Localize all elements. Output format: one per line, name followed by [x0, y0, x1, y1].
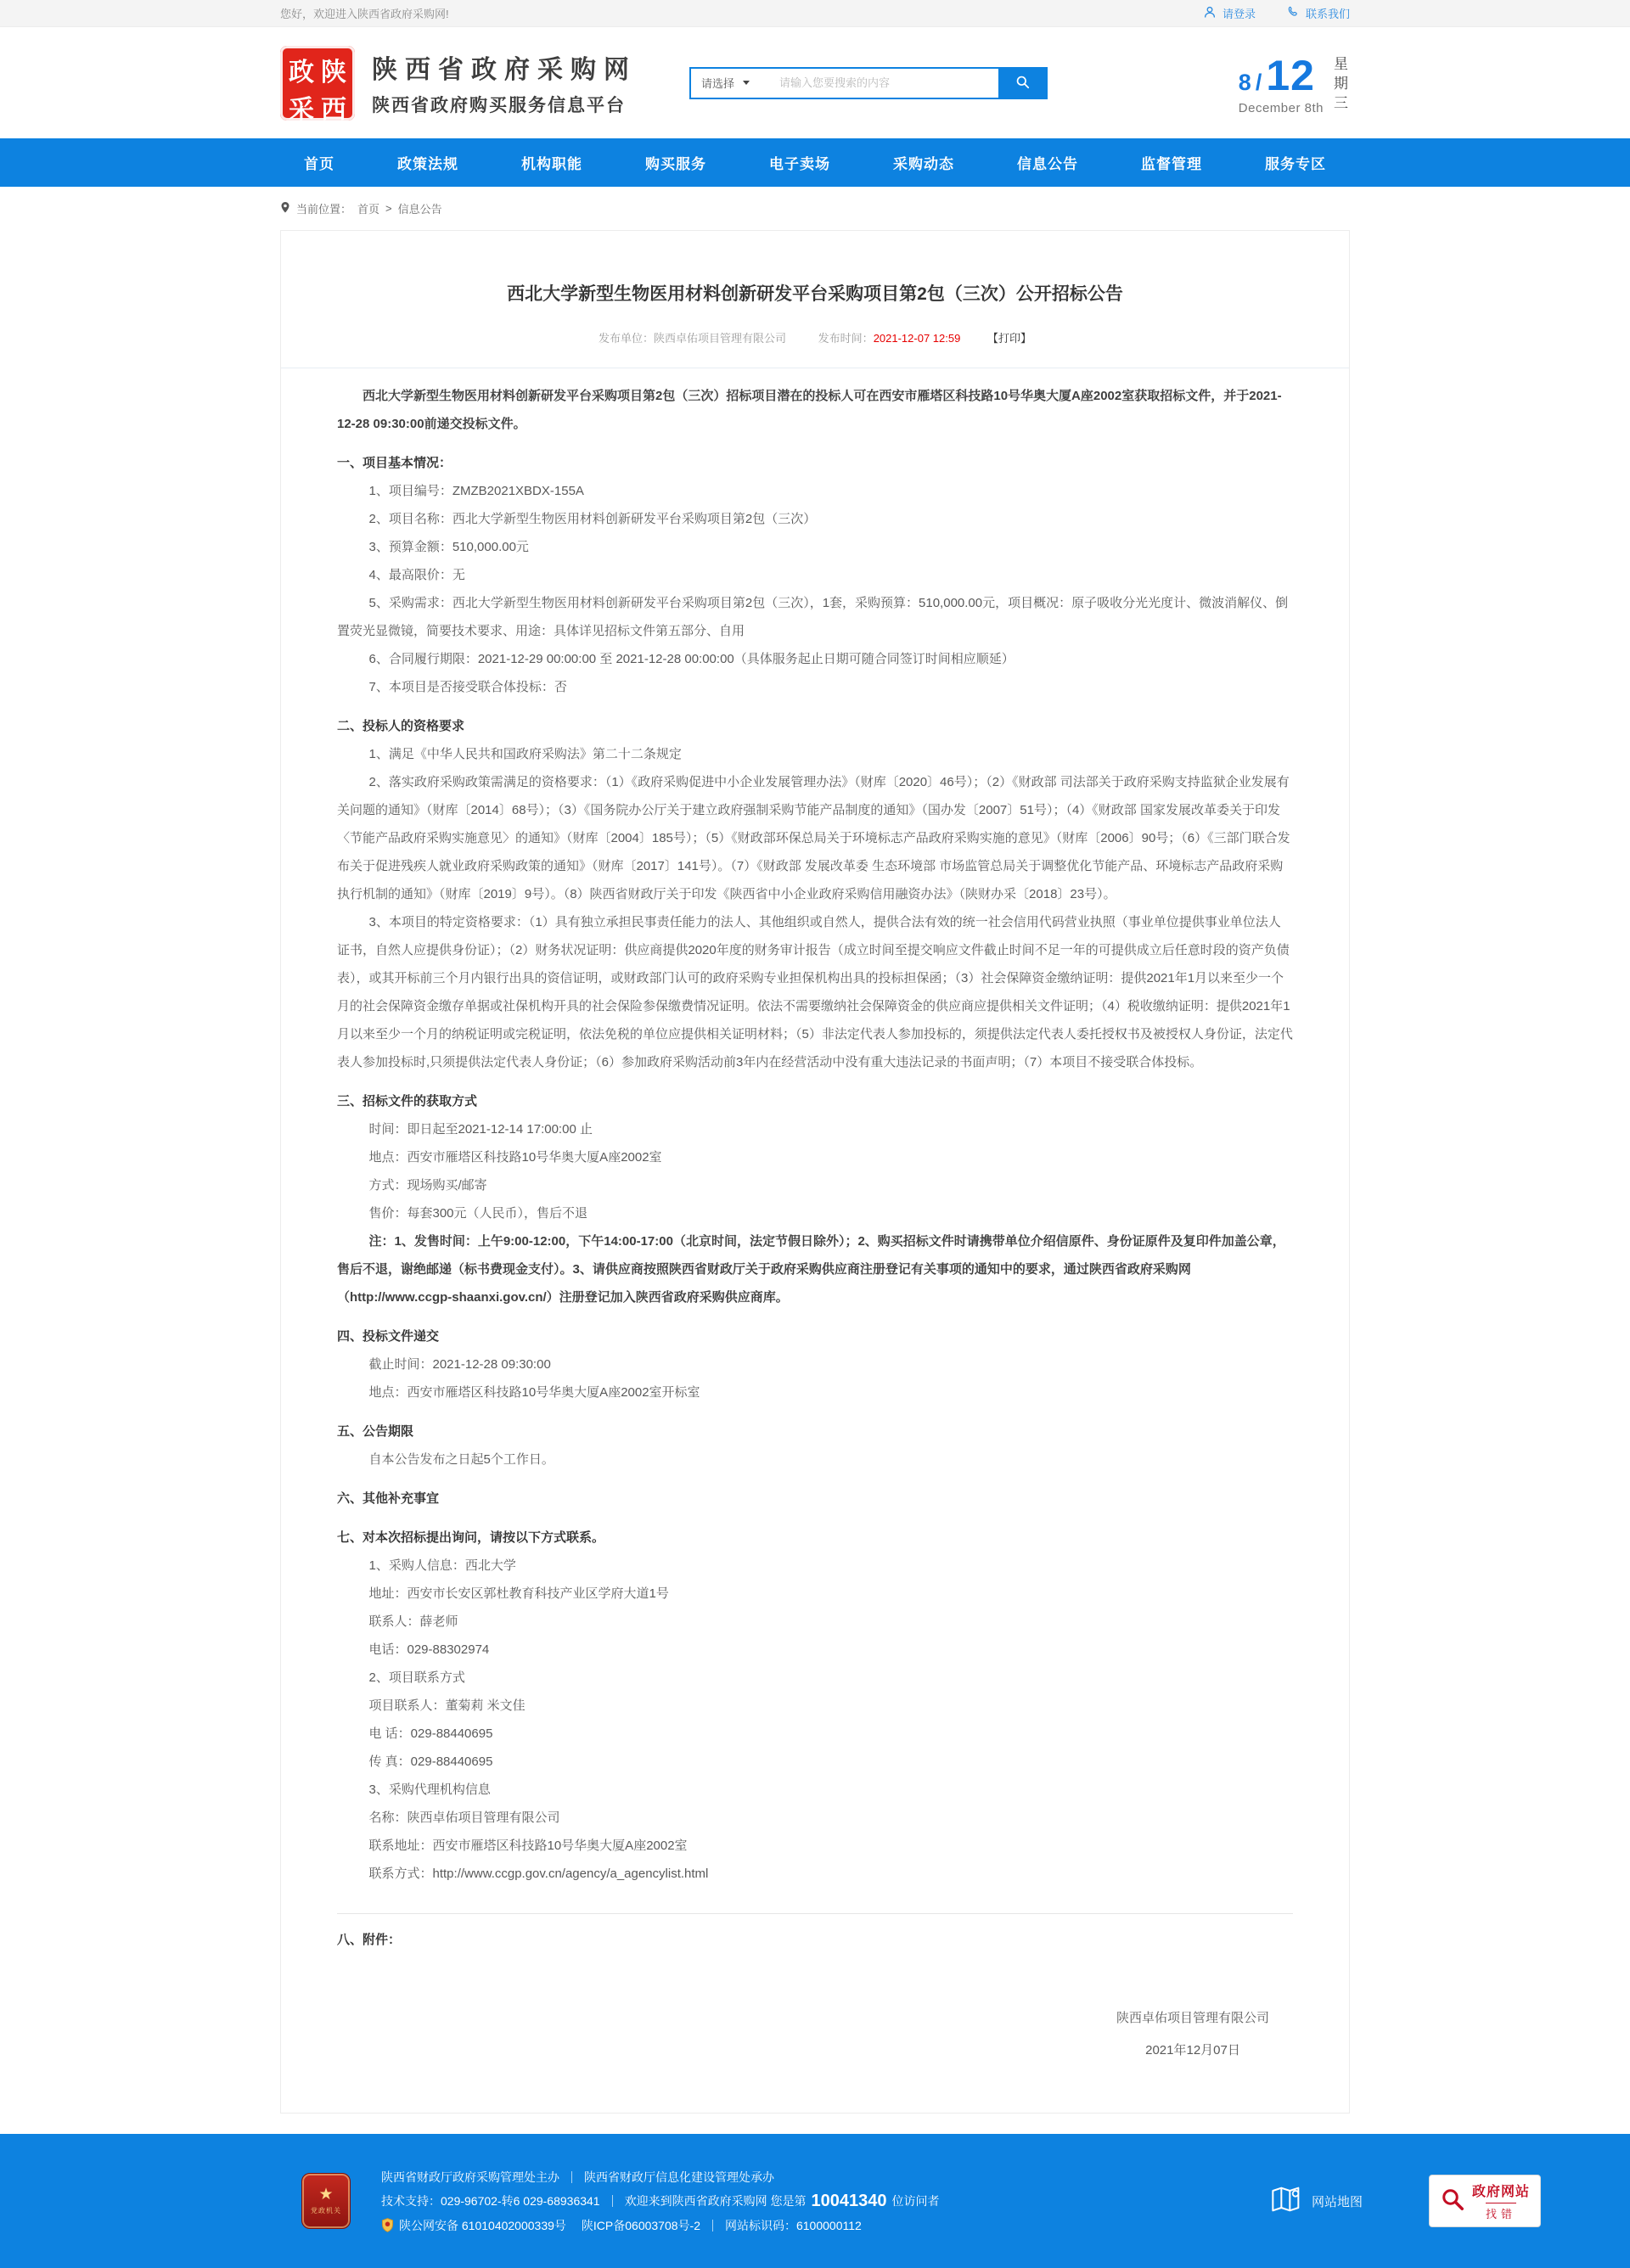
article-paragraph: 1、满足《中华人民共和国政府采购法》第二十二条规定 — [368, 747, 682, 762]
contact-label: 联系我们 — [1305, 8, 1350, 20]
site-logo[interactable] — [280, 46, 355, 124]
star-icon: ★ — [318, 2186, 334, 2204]
article-meta — [337, 329, 1293, 345]
search-icon — [1015, 74, 1031, 93]
section-heading: 五、公告期限 — [337, 1424, 414, 1440]
finderr-subtitle: 找错 — [1486, 2203, 1516, 2221]
article-paragraph: 联系地址：西安市雁塔区科技路10号华奥大厦A座2002室 — [368, 1839, 688, 1854]
article-paragraph: 地点：西安市雁塔区科技路10号华奥大厦A座2002室开标室 — [368, 1385, 700, 1401]
date-english: December 8th — [1238, 100, 1324, 115]
nav-item-service-zone[interactable]: 服务专区 — [1265, 156, 1326, 172]
login-link[interactable] — [1203, 5, 1256, 21]
publish-time-label: 发布时间： — [818, 332, 874, 345]
divider — [612, 2195, 613, 2207]
finderr-title: 政府网站 — [1471, 2185, 1530, 2200]
article-intro: 西北大学新型生物医用材料创新研发平台采购项目第2包（三次）招标项目潜在的投标人可在西安市雁塔区科技路10号华奥大厦A座2002室获取招标文件，并于2021-12-28 09:30:00前递交投标文件。 — [337, 389, 1282, 432]
date-day: 8 — [1238, 69, 1251, 95]
signature-block — [1116, 2008, 1269, 2058]
article-body — [337, 382, 1293, 2058]
date-slash: / — [1255, 69, 1262, 95]
section-heading: 一、项目基本情况： — [337, 456, 452, 471]
article-paragraph: 名称：陕西卓佑项目管理有限公司 — [368, 1810, 560, 1826]
footer-operator-org: 陕西省财政厅信息化建设管理处承办 — [584, 2170, 774, 2184]
publisher-label: 发布单位： — [599, 332, 655, 345]
footer-host-org: 陕西省财政厅政府采购管理处主办 — [381, 2170, 559, 2184]
article-paragraph: 6、合同履行期限：2021-12-29 00:00:00 至 2021-12-28 00:00:00（具体服务起止日期可随合同签订时间相应顺延） — [368, 652, 1015, 667]
footer-welcome-suffix: 位访问者 — [891, 2194, 940, 2209]
visitor-count: 10041340 — [811, 2191, 887, 2210]
footer-site-code: 网站标识码：6100000112 — [724, 2218, 862, 2232]
section-heading-attachments: 八、附件： — [337, 1933, 402, 1948]
breadcrumb-label: 当前位置： — [296, 203, 352, 216]
gov-badge — [301, 2173, 351, 2229]
article-paragraph: 1、采购人信息：西北大学 — [368, 1558, 516, 1574]
nav-item-procurement-news[interactable]: 采购动态 — [893, 156, 954, 172]
welcome-text: 您好，欢迎进入陕西省政府采购网! — [280, 8, 449, 20]
article-paragraph: 项目联系人：董菊莉 米文佳 — [368, 1698, 526, 1714]
police-shield-icon — [381, 2218, 394, 2232]
article-paragraph: 联系方式：http://www.ccgp.gov.cn/agency/a_agencylist.html — [368, 1867, 709, 1882]
site-title: 陕西省政府采购网 — [372, 56, 637, 84]
nav-item-functions[interactable]: 机构职能 — [521, 156, 582, 172]
user-icon — [1203, 5, 1217, 21]
article-paragraph: 电 话：029-88440695 — [368, 1726, 493, 1742]
nav-item-purchase-services[interactable]: 购买服务 — [645, 156, 706, 172]
divider — [571, 2171, 572, 2183]
nav-item-home[interactable]: 首页 — [304, 156, 334, 172]
article-paragraph: 5、采购需求：西北大学新型生物医用材料创新研发平台采购项目第2包（三次），1套，采购预算：510,000.00元，项目概况：原子吸收分光光度计、微波消解仪、倒置荧光显微镜，简要技术要求、用途：具体详见招标文件第五部分、自用 — [337, 596, 1289, 639]
date-weekday: 星期三 — [1334, 55, 1348, 111]
nav-item-announcements[interactable]: 信息公告 — [1017, 156, 1078, 172]
divider — [712, 2220, 713, 2232]
article-paragraph: 地址：西安市长安区郭杜教育科技产业区学府大道1号 — [368, 1586, 669, 1602]
logo-char: 采 — [289, 95, 314, 124]
article-paragraph: 3、采购代理机构信息 — [368, 1782, 491, 1798]
page-title: 西北大学新型生物医用材料创新研发平台采购项目第2包（三次）公开招标公告 — [507, 284, 1123, 305]
article-paragraph: 3、本项目的特定资格要求：（1）具有独立承担民事责任能力的法人、其他组织或自然人，提供合法有效的统一社会信用代码营业执照（事业单位提供事业单位法人证书，自然人应提供身份证）；（2）财务状况证明：供应商提供2020年度的财务审计报告（成立时间至提交响应文件截止时间不足一年的可提供成立后任意时段的资产负债表），或其开标前三个月内银行出具的资信证明，或财政部门认可的政府采购专业担保机构出具的投标担保函；（3）社会保障资金缴纳证明：提供2021年1月以来至少一个月的社会保障资金缴存单据或社保机构开具的社会保险参保缴费情况证明。依法不需要缴纳社会保障资金的供应商应提供相关文件证明；（4）税收缴纳证明：提供2021年1月以来至少一个月的纳税证明或完税证明，依法免税的单位应提供相关证明材料；（5）非法定代表人参加投标的，须提供法定代表人委托授权书及被授权人身份证，法定代表人参加投标时,只须提供法定代表人身份证；（6）参加政府采购活动前3年内在经营活动中没有重大违法记录的书面声明；（7）本项目不接受联合体投标。 — [337, 915, 1293, 1070]
article-paragraph: 售价：每套300元（人民币），售后不退 — [368, 1206, 588, 1221]
article-paragraph: 自本公告发布之日起5个工作日。 — [368, 1452, 554, 1468]
gov-badge-label: 党政机关 — [311, 2207, 341, 2215]
logo-char: 西 — [321, 95, 346, 124]
footer-tech-support: 技术支持：029-96702-转6 029-68936341 — [381, 2194, 600, 2209]
contact-link[interactable] — [1286, 5, 1350, 21]
topbar — [0, 0, 1630, 27]
breadcrumb-current[interactable]: 信息公告 — [397, 203, 442, 216]
nav-item-supervision[interactable]: 监督管理 — [1141, 156, 1202, 172]
date-widget — [1239, 51, 1350, 115]
article-paragraph: 7、本项目是否接受联合体投标：否 — [368, 680, 567, 695]
logo-char: 陕 — [321, 58, 346, 87]
article-paragraph: 电话：029-88302974 — [368, 1642, 490, 1658]
section-heading: 四、投标文件递交 — [337, 1329, 440, 1345]
breadcrumb-home[interactable]: 首页 — [357, 203, 380, 216]
article-paragraph: 2、落实政府采购政策需满足的资格要求：（1）《政府采购促进中小企业发展管理办法》（财库〔2020〕46号）；（2）《财政部 司法部关于政府采购支持监狱企业发展有关问题的通知》（财库〔2014〕68号）；（3）《国务院办公厅关于建立政府强制采购节能产品制度的通知》（国办发〔2007〕51号）；（4）《财政部 国家发展改革委关于印发〈节能产品政府采购实施意见〉的通知》（财库〔2004〕185号）；（5）《财政部环保总局关于环境标志产品政府采购实施的意见》（财库〔2006〕90号；（6）《三部门联合发布关于促进残疾人就业政府采购政策的通知》（财库〔2017〕141号）。（7）《财政部 发展改革委 生态环境部 市场监管总局关于调整优化节能产品、环境标志产品政府采购执行机制的通知》（财库〔2019〕9号）。（8）陕西省财政厅关于印发《陕西省中小企业政府采购信用融资办法》（陕财办采〔2018〕23号）。 — [337, 775, 1290, 902]
search-button[interactable] — [998, 69, 1046, 98]
section-heading: 六、其他补充事宜 — [337, 1491, 440, 1507]
signature-date: 2021年12月07日 — [1145, 2043, 1240, 2058]
section-heading: 七、对本次招标提出询问，请按以下方式联系。 — [337, 1530, 605, 1546]
divider — [337, 1913, 1293, 1914]
article-note: 注：1、发售时间：上午9:00-12:00，下午14:00-17:00（北京时间，法定节假日除外）；2、购买招标文件时请携带单位介绍信原件、身份证原件及复印件加盖公章，售后不退，谢绝邮递（标书费现金支付）。3、请供应商按照陕西省财政厅关于政府采购供应商注册登记有关事项的通知中的要求，通过陕西省政府采购网（http://www.ccgp-shaanxi.gov.cn/）注册登记加入陕西省政府采购供应商库。 — [337, 1234, 1285, 1305]
site-footer — [0, 2134, 1630, 2268]
article-paragraph: 3、预算金额：510,000.00元 — [368, 540, 529, 555]
search-input[interactable] — [773, 69, 998, 98]
phone-icon — [1286, 5, 1300, 21]
publisher-value: 陕西卓佑项目管理有限公司 — [654, 332, 787, 345]
site-subtitle: 陕西省政府购买服务信息平台 — [372, 96, 626, 115]
search-bar — [689, 67, 1048, 99]
date-month: 12 — [1266, 51, 1315, 99]
main-nav — [0, 138, 1630, 187]
red-search-icon — [1440, 2187, 1465, 2216]
footer-security-record[interactable]: 陕公网安备 61010402000339号 — [399, 2218, 566, 2232]
footer-icp[interactable]: 陕ICP备06003708号-2 — [581, 2218, 700, 2232]
section-heading: 三、招标文件的获取方式 — [337, 1094, 478, 1109]
article-paragraph: 1、项目编号：ZMZB2021XBDX-155A — [368, 484, 584, 499]
article-paragraph: 地点：西安市雁塔区科技路10号华奥大厦A座2002室 — [368, 1150, 662, 1165]
chevron-down-icon — [743, 81, 750, 88]
nav-item-policies[interactable]: 政策法规 — [397, 156, 458, 172]
article-paragraph: 截止时间：2021-12-28 09:30:00 — [368, 1357, 551, 1373]
search-category-select[interactable] — [691, 69, 773, 98]
article-paragraph: 4、最高限价：无 — [368, 568, 465, 583]
print-button[interactable]: 【打印】 — [986, 332, 1031, 345]
article-paragraph: 联系人：薛老师 — [368, 1614, 458, 1630]
breadcrumb — [0, 200, 1630, 216]
nav-item-emarket[interactable]: 电子卖场 — [769, 156, 830, 172]
location-pin-icon — [280, 201, 290, 216]
map-icon — [1270, 2183, 1304, 2219]
article-paragraph: 2、项目名称：西北大学新型生物医用材料创新研发平台采购项目第2包（三次） — [368, 512, 817, 527]
article-paragraph: 时间：即日起至2021-12-14 17:00:00 止 — [368, 1122, 593, 1137]
site-header — [0, 27, 1630, 138]
login-label: 请登录 — [1222, 8, 1256, 20]
footer-welcome-prefix: 欢迎来到陕西省政府采购网 您是第 — [624, 2194, 807, 2209]
article-paragraph: 方式：现场购买/邮寄 — [368, 1178, 487, 1193]
announcement-card — [280, 230, 1350, 2114]
gov-site-error-report-badge[interactable] — [1429, 2175, 1541, 2227]
breadcrumb-separator: > — [385, 202, 392, 215]
article-paragraph: 传 真：029-88440695 — [368, 1754, 493, 1770]
publish-time-value: 2021-12-07 12:59 — [873, 332, 961, 345]
logo-char: 政 — [289, 58, 314, 87]
search-select-label: 请选择 — [701, 77, 735, 90]
signature-company: 陕西卓佑项目管理有限公司 — [1116, 2011, 1269, 2026]
sitemap-link[interactable] — [1270, 2183, 1363, 2219]
section-heading: 二、投标人的资格要求 — [337, 719, 465, 734]
article-paragraph: 2、项目联系方式 — [368, 1670, 465, 1686]
sitemap-label: 网站地图 — [1311, 2194, 1363, 2209]
